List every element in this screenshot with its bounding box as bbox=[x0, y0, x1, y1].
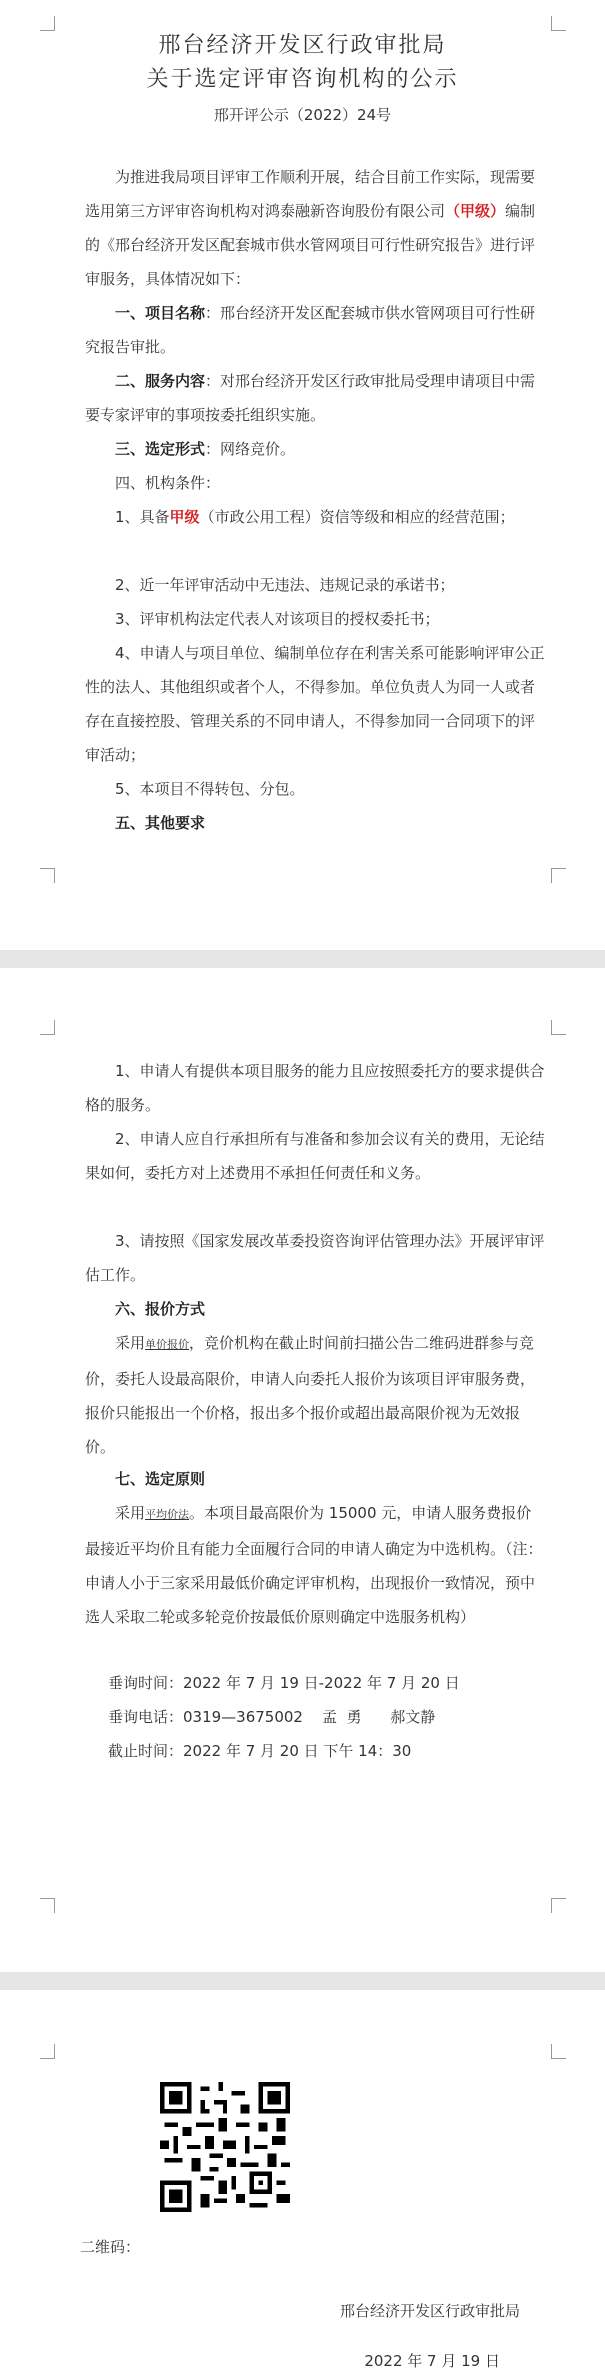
document-number: 邢开评公示（2022）24号 bbox=[213, 106, 392, 124]
deadline: 截止时间：2022 年 7 月 20 日 下午 14：30 bbox=[108, 1742, 412, 1760]
section-conditions-heading: 四、机构条件： bbox=[115, 474, 221, 492]
section-service-content: 二、服务内容：对邢台经济开发区行政审批局受理申请项目中需要专家评审的事项按委托组织实施。 bbox=[85, 372, 536, 424]
crop-mark bbox=[551, 2044, 566, 2059]
inquiry-period: 垂询时间：2022 年 7 月 19 日-2022 年 7 月 20 日 bbox=[108, 1674, 460, 1692]
section-principle-text: 采用平均价法。本项目最高限价为 15000 元，申请人服务费报价最接近平均价且有能力全面履行合同的申请人确定为中选机构。（注：申请人小于三家采用最低价确定评审机构，出现报价一致情况，预中选人采取二轮或多轮竞价按最低价原则确定中选服务机构） bbox=[85, 1504, 543, 1626]
condition-4: 4、申请人与项目单位、编制单位存在利害关系可能影响评审公正性的法人、其他组织或者个人，不得参加。单位负责人为同一人或者存在直接控股、管理关系的不同申请人，不得参加同一合同项下的评审活动； bbox=[85, 644, 545, 764]
page-subtitle: 关于选定评审咨询机构的公示 bbox=[146, 67, 459, 92]
crop-mark bbox=[40, 1020, 55, 1035]
crop-mark bbox=[551, 1020, 566, 1035]
section-project-name: 一、项目名称：邢台经济开发区配套城市供水管网项目可行性研究报告审批。 bbox=[85, 304, 536, 356]
condition-1: 1、具备甲级（市政公用工程）资信等级和相应的经营范围； bbox=[115, 508, 515, 526]
page-gap bbox=[0, 950, 605, 968]
section-quote-text: 采用单价报价，竞价机构在截止时间前扫描公告二维码进群参与竞价，委托人设最高限价，申请人向委托人报价为该项目评审服务费，报价只能报出一个价格，报出多个报价或超出最高限价视为无效报价。 bbox=[85, 1334, 536, 1456]
qr-code-icon[interactable] bbox=[160, 2082, 290, 2212]
condition-5: 5、本项目不得转包、分包。 bbox=[115, 780, 305, 798]
page-title: 邢台经济开发区行政审批局 bbox=[158, 33, 447, 58]
requirement-1: 1、申请人有提供本项目服务的能力且应按照委托方的要求提供合格的服务。 bbox=[85, 1062, 545, 1114]
signature-organization: 邢台经济开发区行政审批局 bbox=[339, 2302, 520, 2320]
signature-date: 2022 年 7 月 19 日 bbox=[364, 2352, 500, 2370]
condition-2: 2、近一年评审活动中无违法、违规记录的承诺书； bbox=[115, 576, 455, 594]
intro-paragraph: 为推进我局项目评审工作顺利开展，结合目前工作实际，现需要选用第三方评审咨询机构对鸿泰融新咨询股份有限公司（甲级）编制的《邢台经济开发区配套城市供水管网项目可行性研究报告》进行评审服务，具体情况如下： bbox=[85, 168, 536, 288]
page-gap bbox=[0, 1972, 605, 1990]
page-1 bbox=[0, 0, 605, 950]
page-2 bbox=[0, 968, 605, 1972]
section-selection-form: 三、选定形式：网络竞价。 bbox=[115, 440, 296, 458]
crop-mark bbox=[40, 2044, 55, 2059]
grade-highlight: （甲级） bbox=[445, 202, 506, 220]
inquiry-phone: 垂询电话：0319—3675002 孟 勇 郝文静 bbox=[108, 1708, 436, 1726]
qr-code-label: 二维码： bbox=[80, 2238, 141, 2256]
section-quote-heading: 六、报价方式 bbox=[115, 1300, 206, 1318]
condition-3: 3、评审机构法定代表人对该项目的授权委托书； bbox=[115, 610, 440, 628]
crop-mark bbox=[40, 868, 55, 883]
crop-mark bbox=[40, 1898, 55, 1913]
section-principle-heading: 七、选定原则 bbox=[115, 1470, 206, 1488]
requirement-2: 2、申请人应自行承担所有与准备和参加会议有关的费用，无论结果如何，委托方对上述费用不承担任何责任和义务。 bbox=[85, 1130, 545, 1182]
crop-mark bbox=[551, 1898, 566, 1913]
crop-mark bbox=[551, 868, 566, 883]
principle-method: 平均价法 bbox=[145, 1508, 190, 1521]
quote-method: 单价报价 bbox=[145, 1338, 190, 1351]
requirement-3: 3、请按照《国家发展改革委投资咨询评估管理办法》开展评审评估工作。 bbox=[85, 1232, 545, 1284]
section-other-heading: 五、其他要求 bbox=[115, 814, 206, 832]
